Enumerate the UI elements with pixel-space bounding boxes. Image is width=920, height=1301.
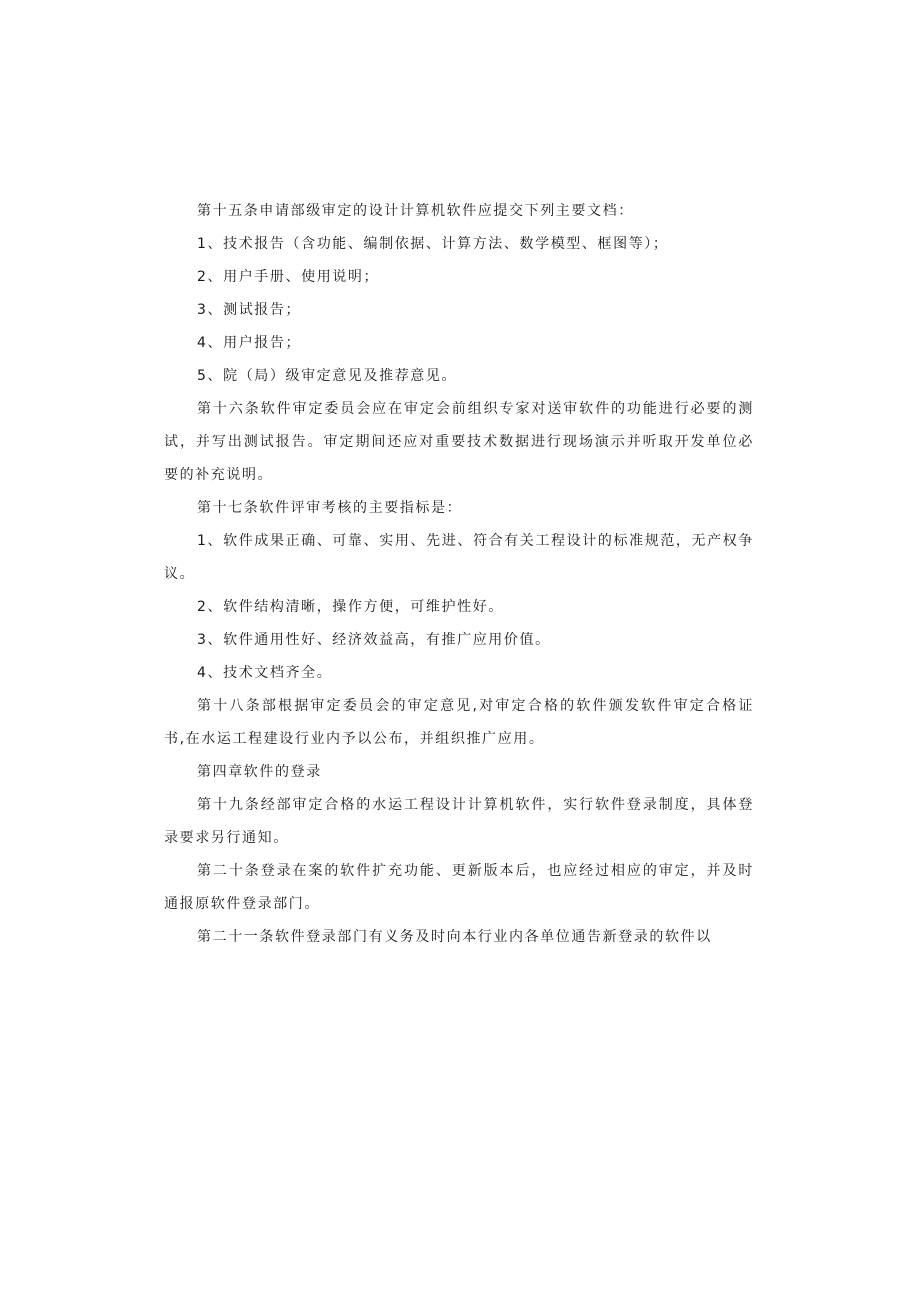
list-item: 2、用户手册、使用说明；: [197, 269, 380, 285]
article-18-paragraph: 第十八条部根据审定委员会的审定意见,对审定合格的软件颁发软件审定合格证书,在水运工程建设行业内予以公布，并组织推广应用。: [164, 698, 754, 747]
article-21-paragraph: 第二十一条软件登录部门有义务及时向本行业内各单位通告新登录的软件以: [197, 929, 712, 945]
list-item: 4、技术文档齐全。: [197, 665, 333, 681]
chapter-4-title: 第四章软件的登录: [197, 764, 322, 780]
list-item: 3、测试报告；: [197, 302, 302, 318]
list-item: 4、用户报告；: [197, 335, 302, 351]
document-body: [164, 195, 754, 954]
article-16-paragraph: 第十六条软件审定委员会应在审定会前组织专家对送审软件的功能进行必要的测试，并写出测试报告。审定期间还应对重要技术数据进行现场演示并听取开发单位必要的补充说明。: [164, 401, 754, 483]
article-17-heading: 第十七条软件评审考核的主要指标是：: [197, 500, 463, 516]
list-item: 3、软件通用性好、经济效益高，有推广应用价值。: [197, 632, 551, 648]
list-item: 5、院（局）级审定意见及推荐意见。: [197, 368, 458, 384]
list-item: 1、软件成果正确、可靠、实用、先进、符合有关工程设计的标准规范，无产权争议。: [164, 533, 754, 582]
list-item: 1、技术报告（含功能、编制依据、计算方法、数学模型、框图等）；: [197, 236, 669, 252]
article-15-heading: 第十五条申请部级审定的设计计算机软件应提交下列主要文档：: [197, 203, 634, 219]
article-19-paragraph: 第十九条经部审定合格的水运工程设计计算机软件，实行软件登录制度，具体登录要求另行通知。: [164, 797, 754, 846]
list-item: 2、软件结构清晰，操作方便，可维护性好。: [197, 599, 504, 615]
article-20-paragraph: 第二十条登录在案的软件扩充功能、更新版本后，也应经过相应的审定，并及时通报原软件登录部门。: [164, 863, 754, 912]
